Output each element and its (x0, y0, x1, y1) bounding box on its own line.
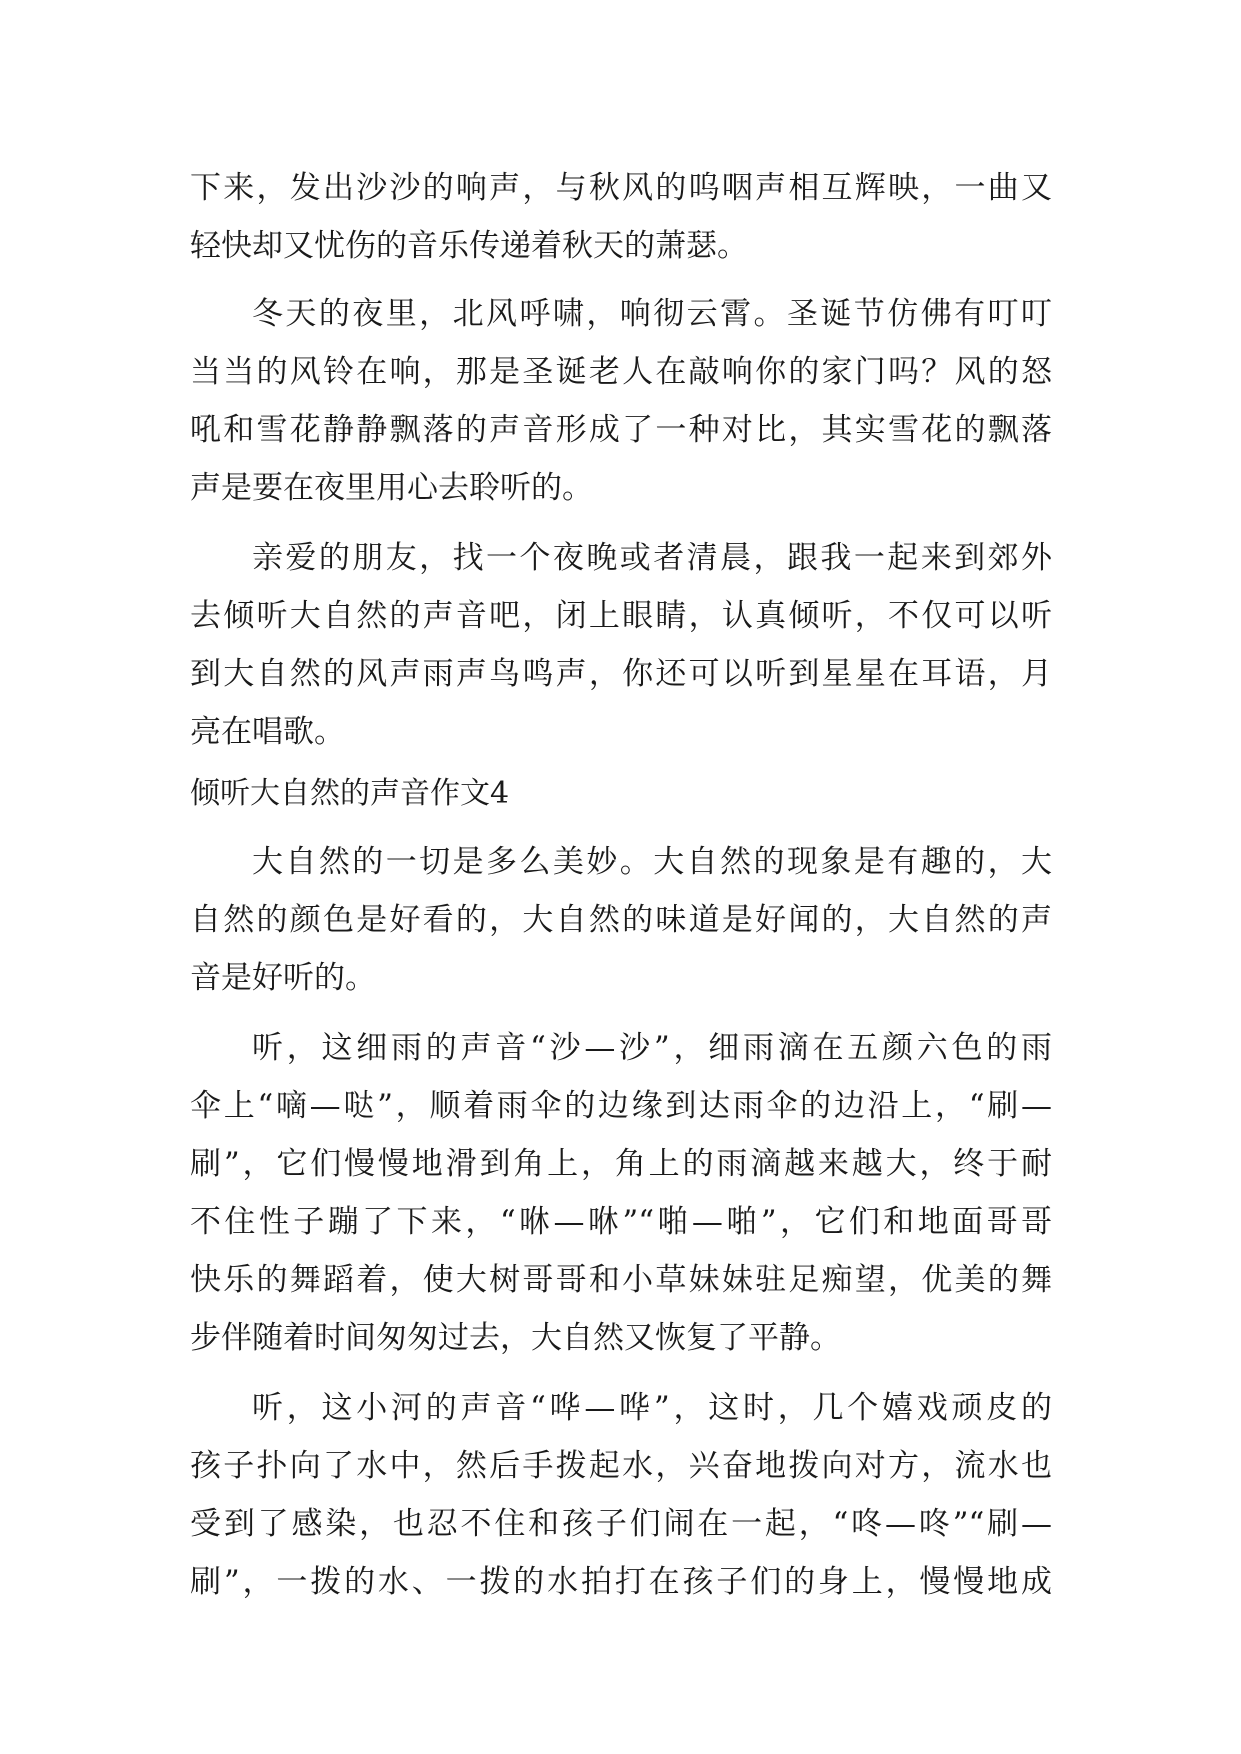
text-line: 亮在唱歌。 (190, 714, 345, 750)
text-line: 听，这细雨的声音“沙—沙”，细雨滴在五颜六色的雨 (252, 1030, 1052, 1066)
text-line: 到大自然的风声雨声鸟鸣声，你还可以听到星星在耳语，月 (190, 656, 1052, 692)
text-line: 亲爱的朋友，找一个夜晚或者清晨，跟我一起来到郊外 (252, 540, 1052, 576)
text-line: 不住性子蹦了下来，“咻—咻”“啪—啪”，它们和地面哥哥 (190, 1204, 1052, 1240)
text-line: 声是要在夜里用心去聆听的。 (190, 470, 593, 506)
text-line: 刷”，它们慢慢地滑到角上，角上的雨滴越来越大，终于耐 (190, 1146, 1052, 1182)
text-line: 去倾听大自然的声音吧，闭上眼睛，认真倾听，不仅可以听 (190, 598, 1052, 634)
text-line: 受到了感染，也忍不住和孩子们闹在一起，“咚—咚”“刷— (190, 1506, 1052, 1542)
text-line: 听，这小河的声音“哗—哗”，这时，几个嬉戏顽皮的 (252, 1390, 1052, 1426)
text-line: 吼和雪花静静飘落的声音形成了一种对比，其实雪花的飘落 (190, 412, 1052, 448)
section-heading: 倾听大自然的声音作文4 (190, 776, 510, 811)
text-line: 音是好听的。 (190, 960, 376, 996)
text-line: 孩子扑向了水中，然后手拨起水，兴奋地拨向对方，流水也 (190, 1448, 1052, 1484)
text-line: 刷”，一拨的水、一拨的水拍打在孩子们的身上，慢慢地成 (190, 1564, 1052, 1600)
text-line: 下来，发出沙沙的响声，与秋风的呜咽声相互辉映，一曲又 (190, 170, 1052, 206)
text-line: 轻快却又忧伤的音乐传递着秋天的萧瑟。 (190, 228, 748, 264)
text-line: 冬天的夜里，北风呼啸，响彻云霄。圣诞节仿佛有叮叮 (252, 296, 1052, 332)
text-line: 伞上“嘀—哒”，顺着雨伞的边缘到达雨伞的边沿上，“刷— (190, 1088, 1052, 1124)
text-line: 当当的风铃在响，那是圣诞老人在敲响你的家门吗？风的怒 (190, 354, 1052, 390)
text-line: 步伴随着时间匆匆过去，大自然又恢复了平静。 (190, 1320, 841, 1356)
text-line: 大自然的一切是多么美妙。大自然的现象是有趣的，大 (252, 844, 1052, 880)
text-line: 快乐的舞蹈着，使大树哥哥和小草妹妹驻足痴望，优美的舞 (190, 1262, 1052, 1298)
text-line: 自然的颜色是好看的，大自然的味道是好闻的，大自然的声 (190, 902, 1052, 938)
